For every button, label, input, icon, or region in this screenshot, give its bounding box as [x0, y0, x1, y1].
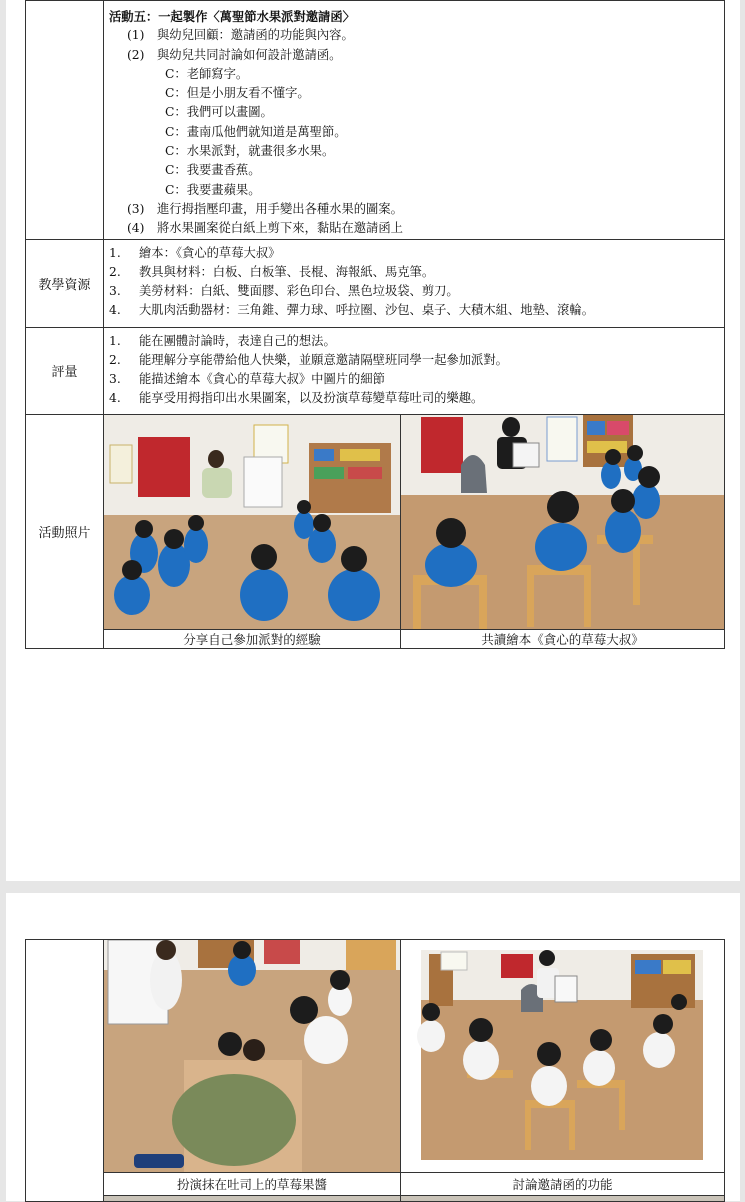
resource-item: 1. 繪本：《貪心的草莓大叔》 — [109, 245, 281, 260]
photo-caption: 共讀繪本《貪心的草莓大叔》 — [401, 629, 725, 648]
activity-label-cell — [26, 1, 104, 240]
document-page-2 — [6, 893, 740, 1201]
photo-reading-picture-book — [401, 414, 725, 629]
activity-content-cell — [104, 1, 725, 240]
lesson-plan-table — [25, 0, 725, 649]
evaluation-item: 1. 能在團體討論時，表達自己的想法。 — [109, 333, 336, 348]
evaluation-item: 3. 能描述繪本《貪心的草莓大叔》中圖片的細節 — [109, 372, 385, 387]
evaluation-content — [104, 327, 725, 414]
photo-caption: 討論邀請函的功能 — [401, 1173, 725, 1196]
activity-step: (1) 與幼兒回顧：邀請函的功能與內容。 — [127, 28, 354, 43]
resource-item: 2. 教具與材料：白板、白板筆、長棍、海報紙、馬克筆。 — [109, 264, 435, 279]
dialogue-line: C：老師寫字。 — [165, 66, 249, 81]
evaluation-label: 評量 — [26, 327, 104, 414]
evaluation-item: 2. 能理解分享能帶給他人快樂，並願意邀請隔壁班同學一起參加派對。 — [109, 352, 508, 367]
photos-label-continued — [26, 940, 104, 1202]
resources-label: 教學資源 — [26, 239, 104, 327]
photos-label: 活動照片 — [26, 414, 104, 648]
dialogue-line: C：畫南瓜他們就知道是萬聖節。 — [165, 124, 347, 139]
classroom-photo-2 — [401, 415, 725, 629]
classroom-photo-4 — [401, 940, 725, 1172]
photo-caption: 分享自己參加派對的經驗 — [104, 629, 401, 648]
activity-title: 活動五：一起製作〈萬聖節水果派對邀請函〉 — [109, 9, 355, 24]
evaluation-item: 4. 能享受用拇指印出水果圖案，以及扮演草莓變草莓吐司的樂趣。 — [109, 391, 484, 406]
activity-step: (3) 進行拇指壓印畫，用手變出各種水果的圖案。 — [127, 201, 403, 216]
activity-step: (4) 將水果圖案從白紙上剪下來，黏貼在邀請函上 — [127, 221, 403, 236]
dialogue-line: C：但是小朋友看不懂字。 — [165, 86, 310, 101]
photo-strawberry-jam-play — [104, 940, 401, 1173]
photo-caption: 扮演抹在吐司上的草莓果醬 — [104, 1173, 401, 1196]
dialogue-line: C：我要畫蘋果。 — [165, 182, 261, 197]
resource-item: 3. 美勞材料：白紙、雙面膠、彩色印台、黑色垃圾袋、剪刀。 — [109, 284, 459, 299]
activity-step: (2) 與幼兒共同討論如何設計邀請函。 — [127, 47, 342, 62]
dialogue-line: C：我們可以畫圖。 — [165, 105, 273, 120]
dialogue-line: C：水果派對，就畫很多水果。 — [165, 144, 335, 159]
classroom-photo-1 — [104, 415, 401, 629]
resource-item: 4. 大肌肉活動器材：三角錐、彈力球、呼拉圈、沙包、桌子、大積木組、地墊、滾輪。 — [109, 303, 594, 318]
dialogue-line: C：我要畫香蕉。 — [165, 163, 261, 178]
classroom-photo-3 — [104, 940, 401, 1172]
photo-sharing-party — [104, 414, 401, 629]
document-page-1 — [6, 0, 740, 881]
resources-content — [104, 239, 725, 327]
photo-continuation-table — [25, 939, 725, 1202]
photo-discussing-invitation — [401, 940, 725, 1173]
